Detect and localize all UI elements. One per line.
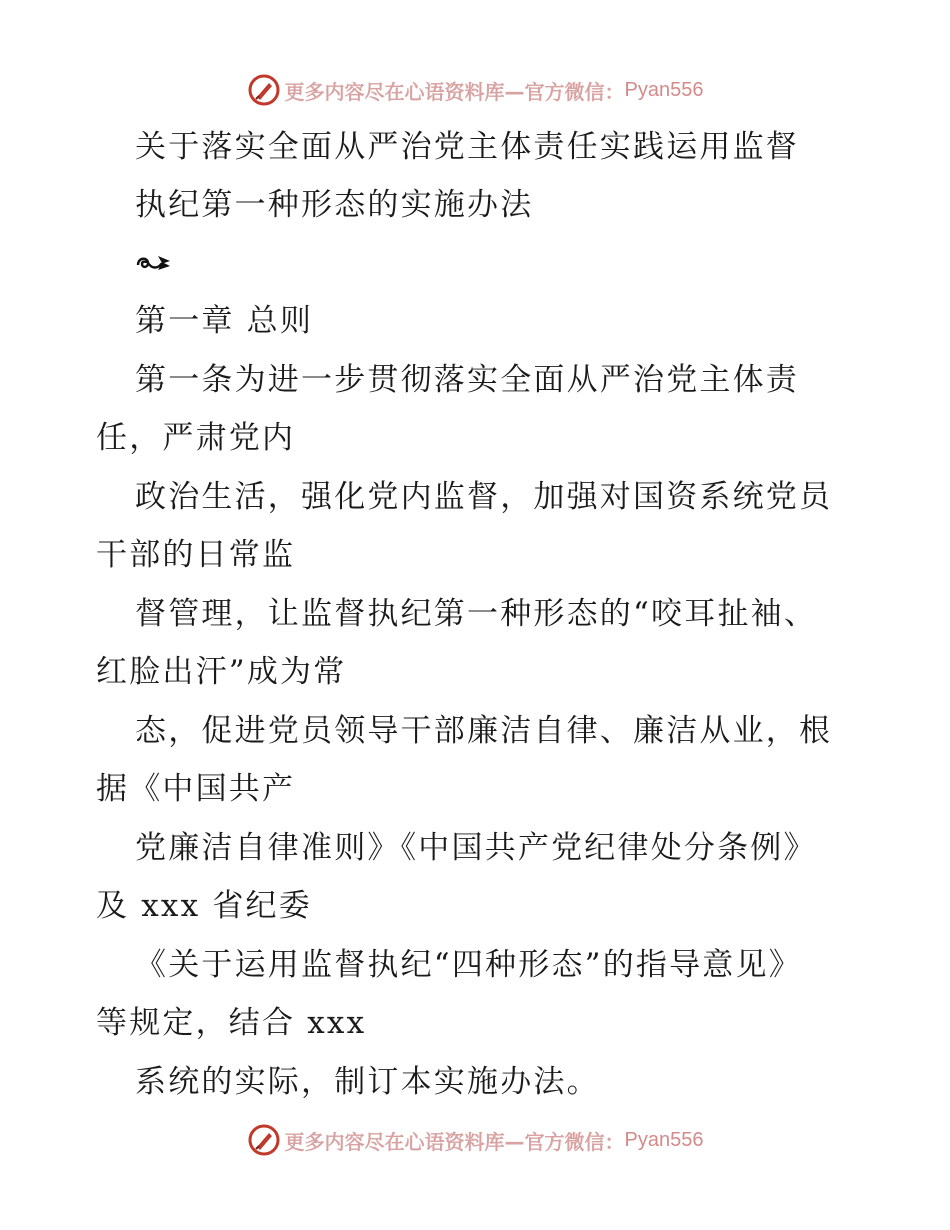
paragraph-line: 及 xxx 省纪委 [96,888,312,924]
flourish-ornament-icon [134,251,172,275]
quill-logo-icon [247,73,281,107]
chapter-heading: 第一章 总则 [135,303,314,339]
paragraph-line: 据《中国共产 [96,771,296,807]
paragraph-line: 党廉洁自律准则》《中国共产党纪律处分条例》 [135,830,817,866]
paragraph-line: 政治生活，强化党内监督，加强对国资系统党员 [135,479,833,515]
wechat-id: Pyan556 [624,1128,704,1151]
paragraph-line: 第一条为进一步贯彻落实全面从严治党主体责 [135,362,799,398]
footer-watermark-banner [0,1120,950,1160]
document-title-line-2: 执纪第一种形态的实施办法 [135,187,534,223]
paragraph-line: 任，严肃党内 [96,420,296,456]
watermark-text: 更多内容尽在心语资料库—官方微信： [284,1129,625,1154]
quill-logo-icon [247,1123,281,1157]
wechat-id: Pyan556 [624,78,704,101]
paragraph-line: 系统的实际，制订本实施办法。 [135,1064,600,1100]
paragraph-line: 红脸出汗”成为常 [96,654,347,690]
paragraph-line: 《关于运用监督执纪“四种形态”的指导意见》 [135,947,802,983]
document-title-line-1: 关于落实全面从严治党主体责任实践运用监督 [135,129,799,165]
paragraph-line: 等规定，结合 xxx [96,1005,367,1041]
header-watermark-banner [0,70,950,110]
paragraph-line: 干部的日常监 [96,537,296,573]
paragraph-line: 督管理，让监督执纪第一种形态的“咬耳扯袖、 [135,596,818,632]
paragraph-line: 态，促进党员领导干部廉洁自律、廉洁从业，根 [135,713,833,749]
watermark-text: 更多内容尽在心语资料库—官方微信： [284,79,625,104]
